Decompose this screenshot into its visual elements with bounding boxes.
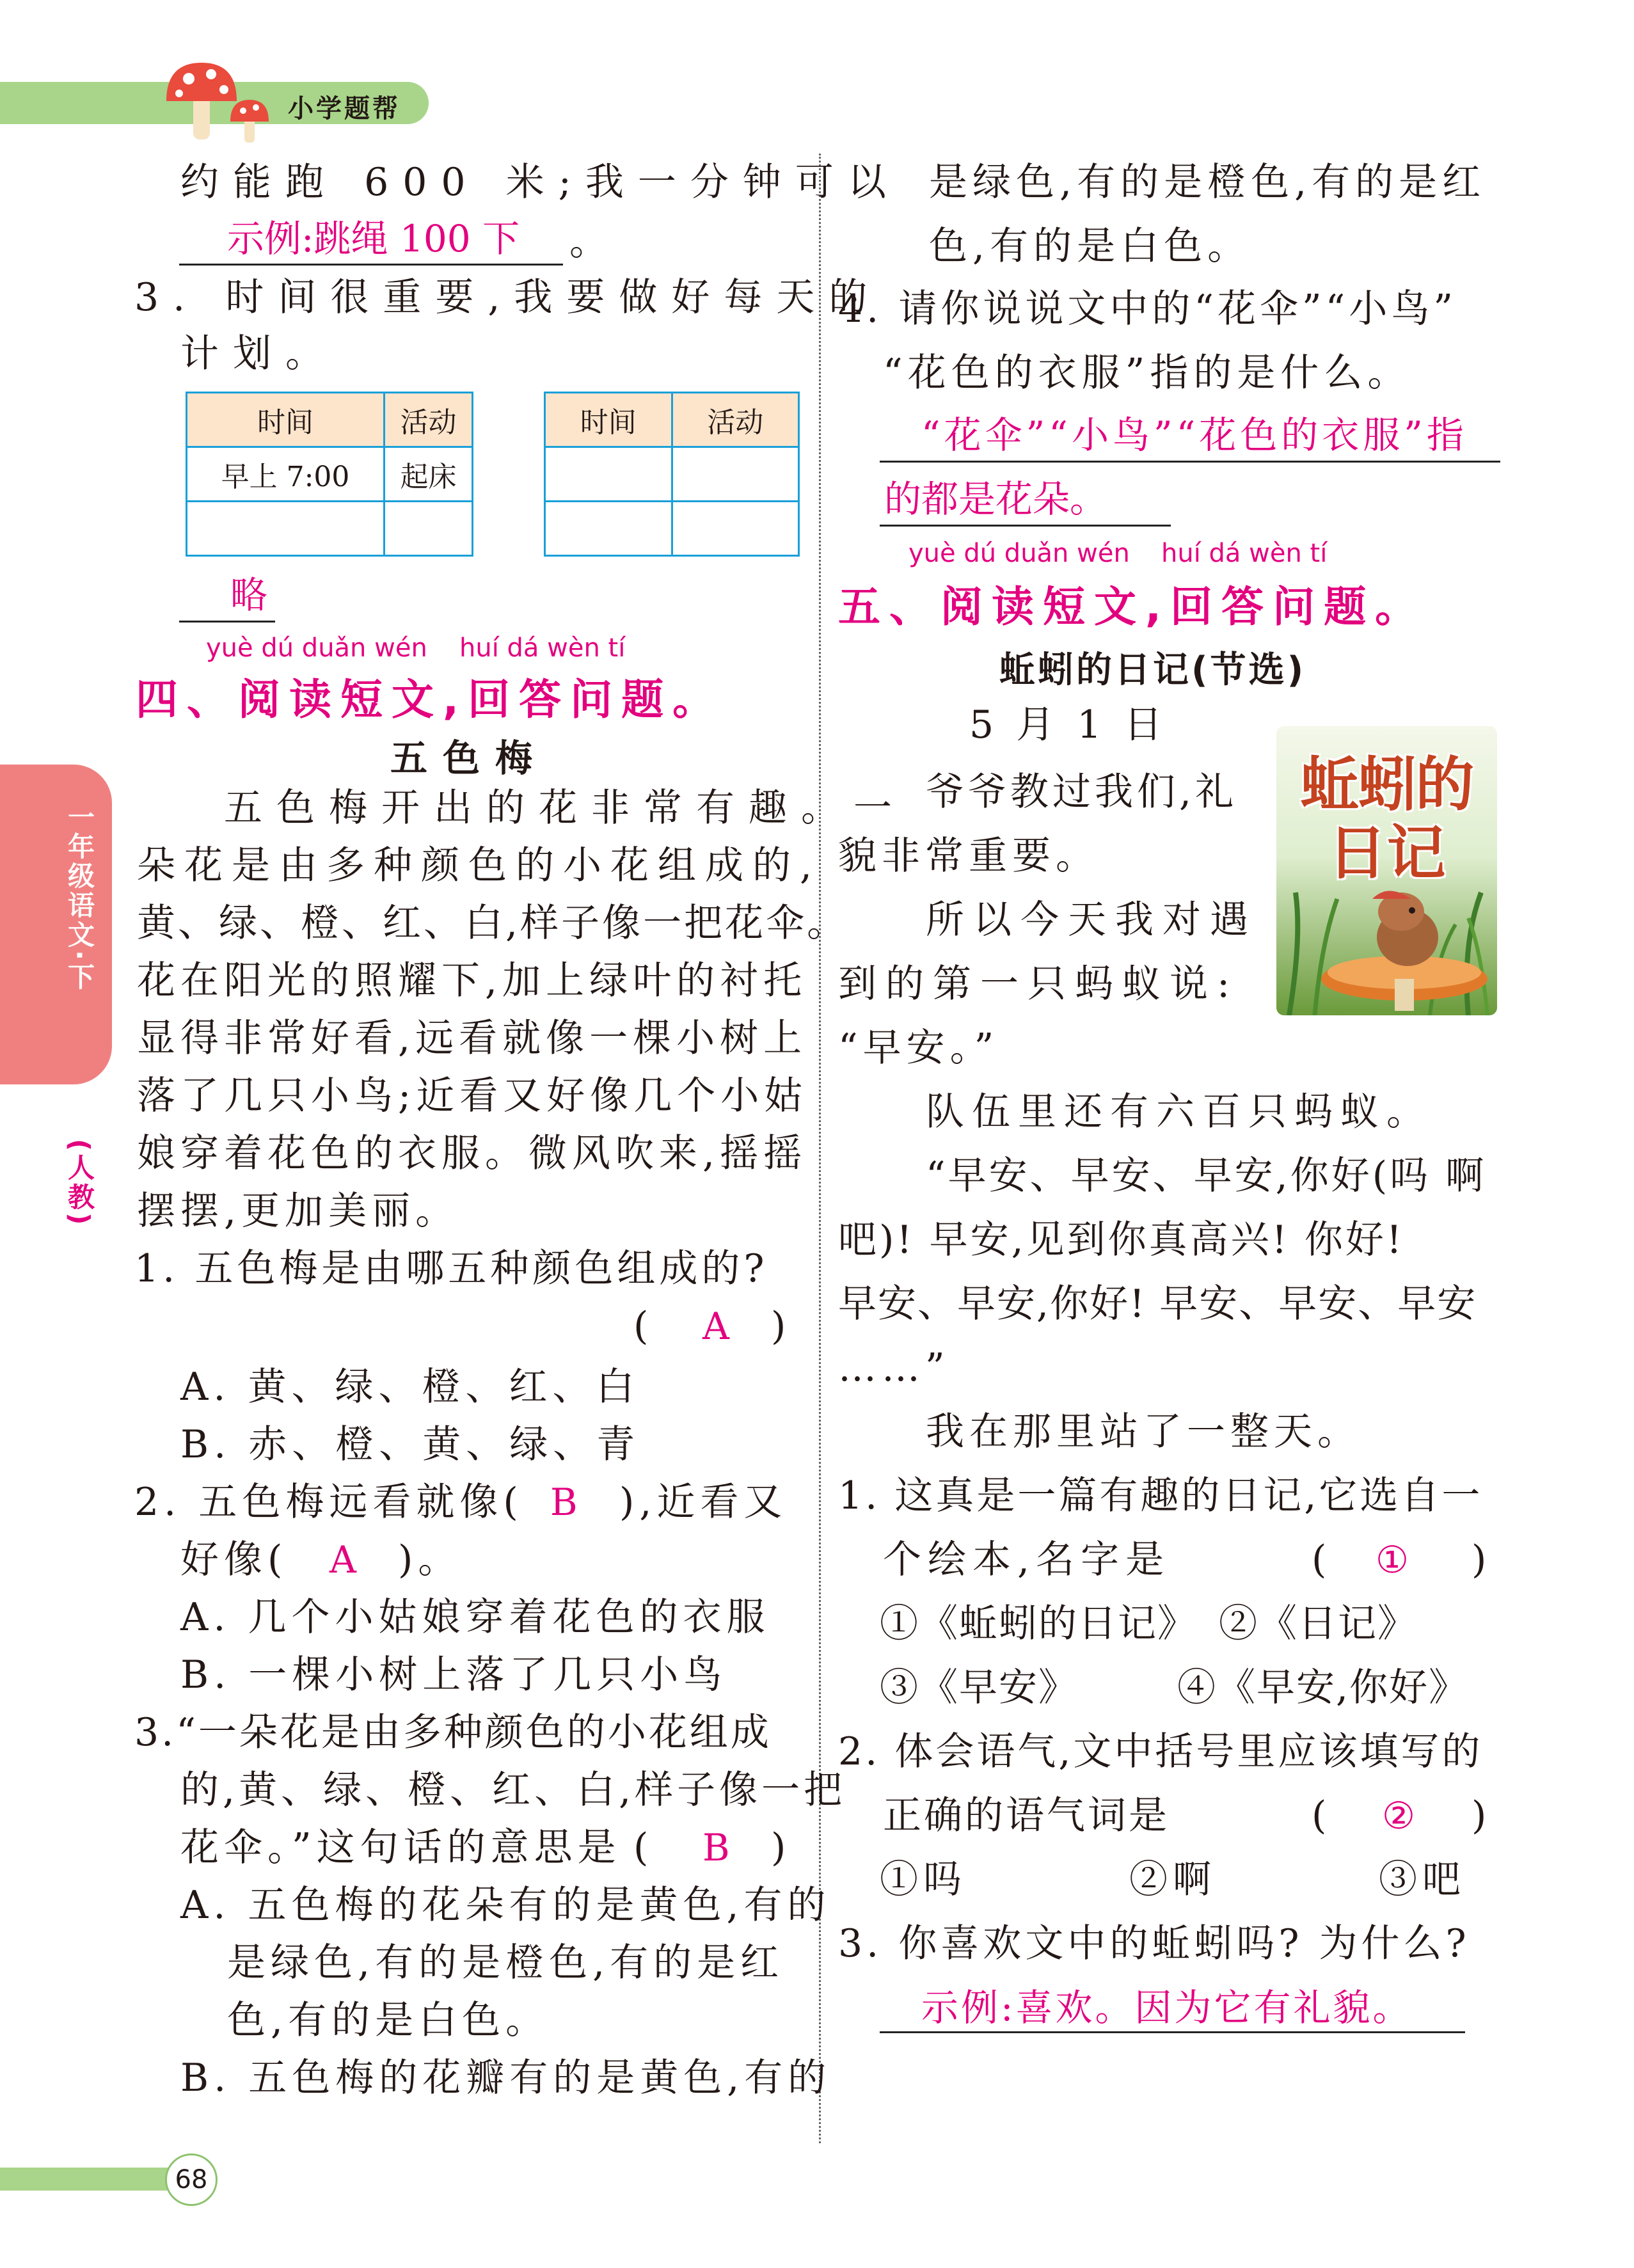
q3b-line1: 3.“一朵花是由多种颜色的小花组成 — [134, 1710, 772, 1755]
q4-answer-underline-2 — [880, 525, 1171, 527]
r-q2-paren-open: ( — [1312, 1793, 1332, 1838]
column-divider — [819, 154, 821, 2143]
q3b-paren-open: ( — [633, 1825, 654, 1870]
q3b-line2: 的,黄、绿、橙、红、白,样子像一把 — [180, 1768, 846, 1812]
passage4-line: 摆摆,更加美丽。 — [137, 1189, 459, 1233]
r-q2-option: ②啊 — [1129, 1857, 1216, 1902]
table-header: 活动 — [672, 393, 799, 447]
table-row — [545, 447, 799, 502]
table-cell — [672, 447, 799, 502]
passage5-line: 队伍里还有六百只蚂蚁。 — [926, 1090, 1432, 1134]
passage4-line: 娘穿着花色的衣服。微风吹来,摇摇 — [137, 1131, 807, 1176]
r-q1-answer: ① — [1376, 1538, 1409, 1582]
r-q1-line1: 1. 这真是一篇有趣的日记,它选自一 — [838, 1473, 1483, 1518]
passage5-line: 所以今天我对遇 — [926, 898, 1257, 942]
table-cell — [672, 502, 799, 556]
page-number-circle — [165, 2153, 218, 2206]
edition-label: (人教) — [64, 1139, 95, 1228]
r-q1-paren-close: ) — [1471, 1537, 1492, 1582]
sec5-pinyin-2: huí dá wèn tí — [1161, 539, 1328, 568]
q3-answer-underline — [179, 621, 275, 623]
q2-option-a: A. 几个小姑娘穿着花色的衣服 — [180, 1595, 770, 1640]
q2-option-b: B. 一棵小树上落了几只小鸟 — [180, 1653, 727, 1697]
table-cell — [385, 502, 473, 556]
carry-answer: 示例:跳绳 100 下 — [227, 217, 520, 260]
passage4-line: 落了几只小鸟;近看又好像几个小姑 — [137, 1074, 808, 1118]
r-q2-paren-close: ) — [1471, 1793, 1492, 1838]
r-q1-option: ②《日记》 — [1219, 1601, 1417, 1646]
table-header-row — [545, 393, 799, 447]
passage5-line: 我在那里站了一整天。 — [926, 1409, 1361, 1454]
table-row — [187, 502, 473, 556]
r-q1-option: ①《蚯蚓的日记》 — [880, 1601, 1197, 1646]
q3b-option-a-cont: 是绿色,有的是橙色,有的是红 — [227, 1940, 784, 1985]
book-cover-image — [1276, 726, 1497, 1015]
q4-line1: 4. 请你说说文中的“花伞”“小鸟” — [838, 287, 1457, 331]
q3b-option-a-cont: 色,有的是白色。 — [227, 1998, 550, 2043]
q3b-answer: B — [702, 1826, 730, 1869]
r-q2-line1: 2. 体会语气,文中括号里应该填写的 — [838, 1729, 1483, 1774]
q4-line2: “花色的衣服”指的是什么。 — [883, 351, 1411, 395]
r-q1-line2: 个绘本,名字是 — [883, 1537, 1171, 1582]
table-header: 时间 — [187, 393, 385, 447]
passage5-line: 早安、早安,你好! 早安、早安、早安 — [838, 1281, 1477, 1326]
q2-answer1: B — [550, 1480, 578, 1524]
sec4-pinyin-1: yuè dú duǎn wén — [206, 633, 427, 663]
table-header: 活动 — [385, 393, 473, 447]
sec4-pinyin-2: huí dá wèn tí — [459, 633, 626, 663]
table-header: 时间 — [545, 393, 672, 447]
q1-paren-close: ) — [771, 1304, 791, 1349]
q1-paren-open: ( — [633, 1304, 654, 1349]
r-q2-option: ①吗 — [880, 1857, 967, 1902]
passage4-line: 朵花是由多种颜色的小花组成的, — [137, 843, 821, 888]
passage5-line: 爷爷教过我们,礼 — [926, 770, 1238, 814]
q3b-paren-close: ) — [771, 1825, 791, 1870]
q2-answer2: A — [329, 1538, 356, 1582]
q3-line1: 3. 时间很重要,我要做好每天的 — [134, 275, 882, 320]
r-q1-option: ③《早安》 — [880, 1665, 1078, 1710]
passage5-line: 吧)! 早安,见到你真高兴! 你好! — [838, 1217, 1404, 1262]
sec5-pinyin-1: yuè dú duǎn wén — [908, 539, 1130, 568]
brand-title: 小学题帮 — [288, 94, 401, 123]
passage4-title: 五色梅 — [390, 736, 548, 780]
sec4-title: 四、阅读短文,回答问题。 — [136, 675, 724, 724]
q3-line2: 计划。 — [180, 331, 338, 376]
table-cell — [187, 502, 385, 556]
q2-part2: ),近看又 — [619, 1480, 788, 1525]
passage5-line: “早安。” — [838, 1026, 999, 1070]
r-q3-line1: 3. 你喜欢文中的蚯蚓吗? 为什么? — [838, 1921, 1470, 1966]
r-q1-option: ④《早安,你好》 — [1177, 1665, 1469, 1710]
passage5-line: “早安、早安、早安,你好(吗 啊 — [926, 1154, 1487, 1198]
sec5-title: 五、阅读短文,回答问题。 — [838, 582, 1427, 631]
q1-option-b: B. 赤、橙、黄、绿、青 — [180, 1422, 640, 1467]
q1-option-a: A. 黄、绿、橙、红、白 — [180, 1365, 640, 1409]
carry-line: 约能跑 600 米;我一分钟可以 — [180, 160, 900, 205]
passage4-line: 黄、绿、橙、红、白,样子像一把花伞。 — [137, 901, 848, 946]
r-q3-answer-underline — [880, 2031, 1465, 2033]
grade-label: 一年级语文·下 — [64, 803, 95, 992]
mushroom-icon — [154, 56, 282, 146]
schedule-table-2 — [544, 392, 800, 557]
table-cell — [545, 502, 672, 556]
carry-answer-underline — [179, 264, 563, 266]
book-cover-title-2: 日记 — [1328, 819, 1446, 887]
q3b-option-a: A. 五色梅的花朵有的是黄色,有的 — [180, 1883, 831, 1928]
table-header-row — [187, 393, 473, 447]
q1-text: 1. 五色梅是由哪五种颜色组成的? — [134, 1246, 768, 1291]
q4-answer-1: “花伞”“小鸟”“花色的衣服”指 — [921, 413, 1468, 457]
r-q1-paren-open: ( — [1312, 1537, 1332, 1582]
q3b-option-b-cont: 是绿色,有的是橙色,有的是红 — [929, 160, 1486, 205]
table-cell — [545, 447, 672, 502]
page-number: 68 — [175, 2165, 208, 2194]
q1-answer: A — [702, 1304, 729, 1348]
passage4-line: 花在阳光的照耀下,加上绿叶的衬托 — [137, 958, 807, 1003]
q3b-option-b: B. 五色梅的花瓣有的是黄色,有的 — [180, 2056, 832, 2100]
q3b-line3: 花伞。”这句话的意思是 — [180, 1825, 621, 1870]
diary-date: 5 月 1 日 — [969, 702, 1168, 747]
passage4-line: 五色梅开出的花非常有趣。一 — [224, 786, 906, 830]
passage5-line: 貌非常重要。 — [838, 834, 1099, 878]
book-cover-title-1: 蚯蚓的 — [1300, 750, 1473, 819]
r-q2-answer: ② — [1382, 1794, 1415, 1837]
r-q2-line2: 正确的语气词是 — [883, 1793, 1170, 1838]
footer-bar — [0, 2168, 192, 2191]
q4-answer-2: 的都是花朵。 — [884, 477, 1107, 521]
table-cell: 早上 7:00 — [187, 447, 385, 502]
q2-part1: 2. 五色梅远看就像( — [134, 1480, 523, 1525]
r-q3-answer: 示例:喜欢。因为它有礼貌。 — [921, 1986, 1413, 2029]
table-row — [187, 447, 473, 502]
passage5-line: 到的第一只蚂蚁说: — [838, 962, 1239, 1006]
table-cell: 起床 — [385, 447, 473, 502]
passage4-line: 显得非常好看,远看就像一棵小树上 — [137, 1016, 807, 1061]
carry-end: 。 — [569, 219, 613, 264]
q2-part4: )。 — [398, 1537, 462, 1582]
q3b-option-b-cont: 色,有的是白色。 — [929, 224, 1251, 269]
q2-part3: 好像( — [180, 1537, 288, 1582]
q4-answer-underline-1 — [880, 461, 1500, 463]
q3-answer: 略 — [230, 573, 268, 617]
passage5-line: ……” — [838, 1345, 950, 1390]
passage5-title: 蚯蚓的日记(节选) — [999, 649, 1306, 691]
schedule-table-1 — [186, 392, 473, 557]
r-q2-option: ③吧 — [1379, 1857, 1466, 1902]
table-row — [545, 502, 799, 556]
